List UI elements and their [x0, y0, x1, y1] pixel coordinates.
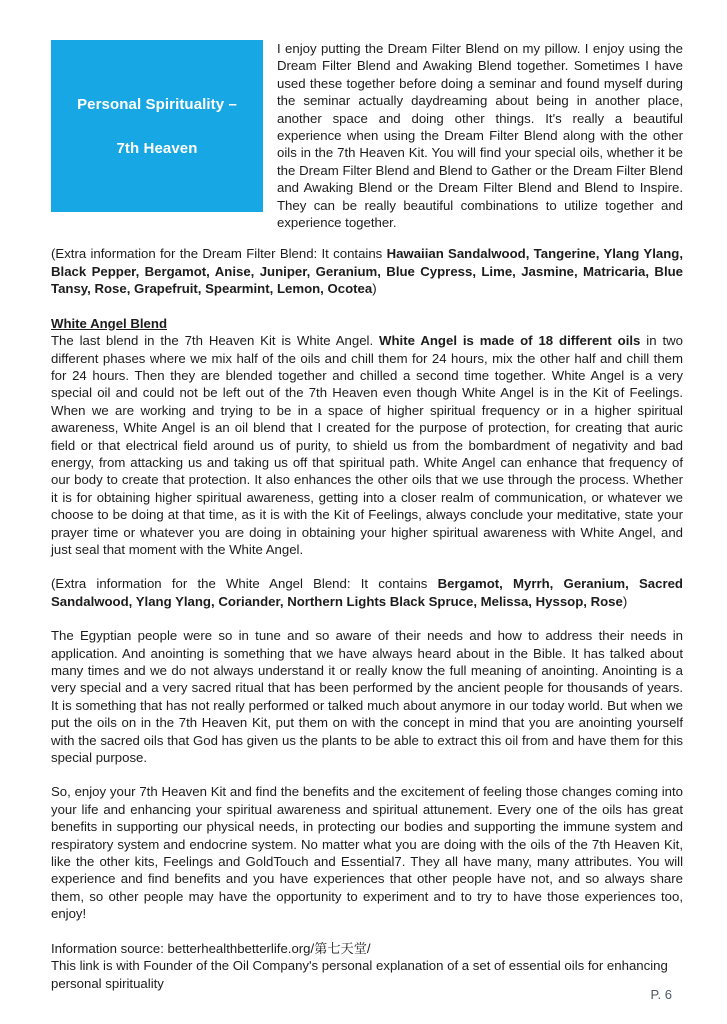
egyptian-paragraph: The Egyptian people were so in tune and so aware of their needs and how to address their needs in application. And anointing is something that we have always heard about in the Bible. It has talked about many times and we do not always understand it or really know the full meaning of anointing. Anointing is a very special and a very sacred ritual that has been performed by the ancient people for thousands of years. It is something that has not really performed or talked much about anymore in our today world. But when we put the oils on in the 7th Heaven Kit, put them on with the concept in mind that you are anointing yourself with the sacred oils that God has given us the plants to be able to extract this oil from and have them for this special purpose.: [51, 628, 683, 766]
white-angel-extra-paragraph: [51, 575, 683, 610]
intro-paragraph: I enjoy putting the Dream Filter Blend on my pillow. I enjoy using the Dream Filter Blend and Awaking Blend together. Sometimes I have used these together before doing a seminar and found myself during the seminar actually daydreaming about being in another place, another space and doing other things. It's really a beautiful experience when using the Dream Filter Blend along with the other oils in the 7th Heaven Kit. You will find your special oils, whether it be the Dream Filter Blend and Blend to Gather or the Dream Filter Blend and Awaking Blend or the Dream Filter Blend and Blend to Inspire. They can be really beautiful combinations to utilize together and experience together.: [277, 41, 683, 231]
white-angel-extra-suffix: ): [622, 593, 628, 609]
white-angel-heading: White Angel Blend: [51, 315, 167, 331]
title-card: [51, 40, 263, 212]
dream-filter-extra-paragraph: [51, 245, 683, 297]
source-paragraph: [51, 940, 683, 992]
white-angel-body-prefix: The last blend in the 7th Heaven Kit is White Angel.: [51, 333, 380, 349]
source-line-2: This link is with Founder of the Oil Company's personal explanation of a set of essential oils for enhancing personal spirituality: [51, 958, 668, 991]
white-angel-oils-list: Bergamot, Myrrh, Geranium, Sacred Sandalwood, Ylang Ylang, Coriander, Northern Lights Black Spruce, Melissa, Hyssop, Rose: [51, 576, 683, 609]
source-line-1: Information source: betterhealthbetterlife.org/第七天堂/: [51, 940, 371, 956]
title-card-line-2: 7th Heaven: [116, 139, 198, 157]
title-card-line-1: Personal Spirituality –: [77, 95, 237, 113]
header: [51, 40, 683, 231]
white-angel-extra-prefix: (Extra information for the White Angel Blend: It contains: [51, 576, 438, 592]
white-angel-body-suffix: in two different phases where we mix half of the oils and chill them for 24 hours, mix the other half and chill them for 24 hours. Then they are blended together and chilled a second time together. White Angel is a very special oil and could not be left out of the 7th Heaven even though White Angel is in the Kit of Feelings. When we are working and trying to be in a space of higher spiritual frequency or in a higher spiritual awareness, White Angel is an oil blend that I created for the purpose of protection, for creating that auric field or that electrical field around us of purity, to shield us from the bombardment of negativity and bad energy, from attacking us and taking us off that spiritual path. White Angel can enhance that frequency of our body to create that protection. It also enhances the other oils that we use through the process. Whether it is for obtaining higher spiritual awareness, getting into a closer realm of communication, or whatever we choose to be doing at that time, as it is with the Kit of Feelings, always conclude your meditative, state your prayer time or whatever you are doing in obtaining your higher spiritual awareness with White Angel, and just seal that moment with the White Angel.: [51, 333, 683, 557]
dream-filter-extra-prefix: (Extra information for the Dream Filter Blend: It contains: [51, 246, 387, 262]
dream-filter-oils-list: Hawaiian Sandalwood, Tangerine, Ylang Ylang, Black Pepper, Bergamot, Anise, Juniper, Geranium, Blue Cypress, Lime, Jasmine, Matricaria, Blue Tansy, Rose, Grapefruit, Spearmint, Lemon, Ocotea: [51, 246, 683, 297]
enjoy-paragraph: So, enjoy your 7th Heaven Kit and find the benefits and the excitement of feeling those changes coming into your life and enhancing your spiritual awareness and spiritual attunement. Every one of the oils has great benefits in supporting our physical needs, in protecting our bodies and supporting the immune system and respiratory system and endocrine system. No matter what you are doing with the oils of the 7th Heaven Kit, like the other kits, Feelings and GoldTouch and Essential7. They all have many, many attributes. You will experience and find benefits and you have experiences that other people have not, and so always share them, so other people may have the opportunity to experiment and to try to have those experiences too, enjoy!: [51, 784, 683, 922]
page-number: P. 6: [650, 987, 672, 1002]
dream-filter-extra-suffix: ): [372, 281, 377, 297]
white-angel-paragraph: [51, 332, 683, 558]
white-angel-body-bold: White Angel is made of 18 different oils: [379, 333, 641, 349]
